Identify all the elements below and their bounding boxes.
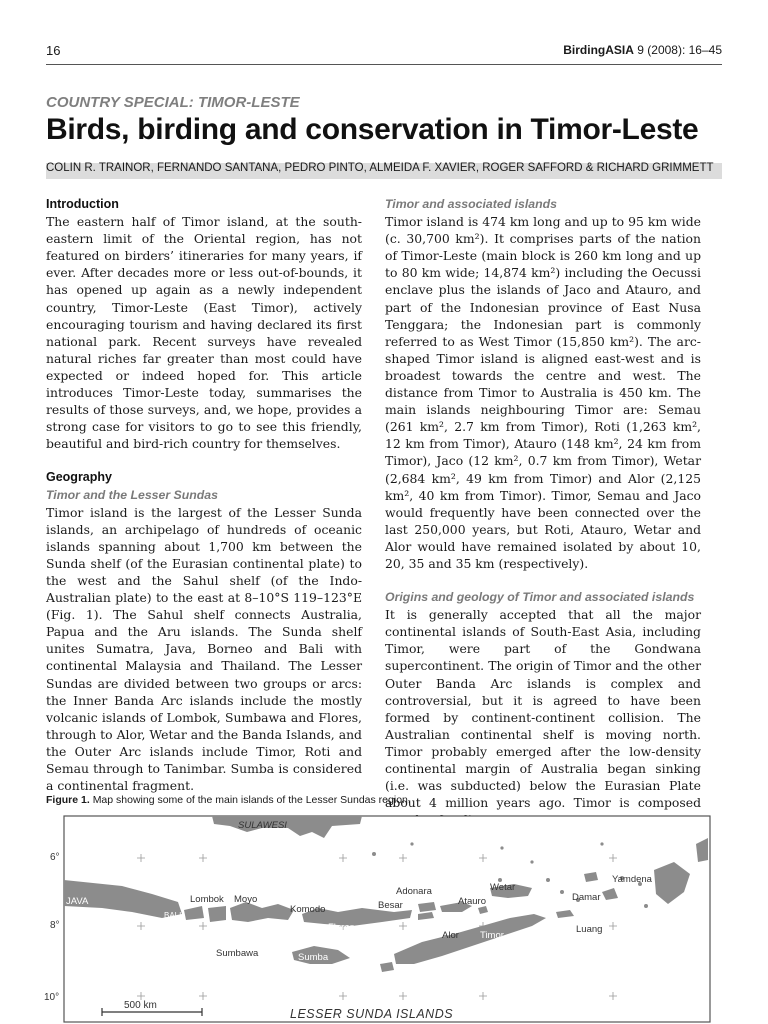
figure-caption-text: Map showing some of the main islands of the Lesser Sundas region. (92, 794, 411, 806)
atauro-label: Atauro (458, 896, 486, 907)
yamdena-label: Yamdena (612, 874, 652, 885)
map-title: LESSER SUNDA ISLANDS (290, 1007, 454, 1021)
luang-label: Luang (576, 924, 603, 935)
wetar-label: Wetar (490, 882, 516, 893)
geography-heading: Geography (46, 470, 112, 485)
komodo-label: Komodo (290, 904, 326, 915)
damar-label: Damar (572, 892, 601, 903)
sumbawa-label: Sumbawa (216, 948, 259, 959)
timor-islands-subheading: Timor and associated islands (385, 197, 557, 211)
lombok-label: Lombok (190, 894, 224, 905)
sulawesi-label: SULAWESI (238, 820, 287, 831)
figure-caption (46, 794, 411, 806)
origins-geology-subheading: Origins and geology of Timor and associated islands (385, 590, 695, 605)
author-list: COLIN R. TRAINOR, FERNANDO SANTANA, PEDRO PINTO, ALMEIDA F. XAVIER, ROGER SAFFORD & RICHARD GRIMMETT (46, 162, 714, 174)
page-number: 16 (46, 43, 61, 58)
lesser-sundas-map (44, 814, 712, 1024)
lat-label-8: 8° (50, 920, 60, 931)
left-column (46, 196, 362, 794)
timor-islands-paragraph: Timor island is 474 km long and up to 95 km wide (c. 30,700 km²). It comprises parts of the nation of Timor-Leste (main block is 260 km long and up to 80 km wide; 14,874 km²) including the Oecussi enclave plus the islands of Jaco and Atauro, and part of the Indonesian province of East Nusa Tenggara; the Indonesian part is commonly referred to as West Timor (15,850 km²). The arc-shaped Timor island is aligned east-west and is broadest towards the centre and west. The distance from Timor to Australia is 450 km. The main islands neighbouring Timor are: Semau (261 km², 2.7 km from Timor), Roti (1,263 km², 12 km from Timor), Atauro (148 km², 24 km from Timor), Jaco (12 km², 0.7 km from Timor), Wetar (2,684 km², 49 km from Timor) and Alor (2,125 km², 40 km from Timor). Timor, Semau and Jaco would frequently have been connected over the last 250,000 years, but Roti, Atauro, Wetar and Alor would have remained isolated by about 10, 20, 35 and 35 km (respectively). (385, 214, 701, 571)
lat-label-10: 10° (44, 992, 60, 1003)
lat-label-6: 6° (50, 852, 60, 863)
journal-citation (563, 43, 722, 57)
alor-label: Alor (442, 930, 459, 941)
java-label: JAVA (66, 896, 89, 907)
section-kicker: COUNTRY SPECIAL: TIMOR-LESTE (46, 94, 300, 111)
article-title: Birds, birding and conservation in Timor-Leste (46, 113, 699, 146)
scale-label: 500 km (124, 1000, 157, 1011)
journal-issue: 9 (2008): 16–45 (637, 43, 722, 57)
lombok-land (208, 906, 226, 922)
sumba-label: Sumba (298, 952, 329, 963)
lesser-sundas-subheading: Timor and the Lesser Sundas (46, 487, 218, 502)
origins-geology-paragraph: It is generally accepted that all the major continental islands of South-East Asia, including Timor, were part of the Gondwana supercontinent. The origin of Timor and the other Outer Banda Arc islands is complex and controversial, but it is agreed to have been formed by continent-continent collision. The Australian continental shelf is moving north. Timor probably emerged after the low-density continental margin of Australia began sinking (i.e. was subducted) below the Eurasian Plate about 4 million years ago. Timor is composed (385, 607, 701, 811)
geography-paragraph: Timor island is the largest of the Lesser Sunda islands, an archipelago of hundreds of oceanic islands spanning about 1,700 km between the Sunda shelf (of the Eurasian continental plate) to the west and the Sahul shelf (of the Indo-Australian plate) to the east at 8–10°S 119–123°E (Fig. 1). The Sahul shelf connects Australia, Papua and the Aru islands. The Sunda shelf unites Sumatra, Java, Borneo and Bali with continental Malaysia and Thailand. The Lesser Sundas are divided between two groups or arcs: the Inner Banda Arc islands include the mostly volcanic islands of Lombok, Sumbawa and Flores, through to Alor, Wetar and the Banda Islands, and the Outer Arc islands include Timor, Roti and Semau through to Tanimbar. Sumba is considered a continental fragment. (46, 504, 362, 794)
journal-name: BirdingASIA (563, 43, 634, 57)
introduction-heading: Introduction (46, 197, 119, 211)
moyo-label: Moyo (234, 894, 258, 905)
flores-label: Flores (328, 922, 355, 933)
bali-label: BALI (164, 911, 182, 920)
introduction-paragraph: The eastern half of Timor island, at the south-eastern limit of the Oriental region, has not featured on birders’ itineraries for many years, if ever. After decades more or less out-of-bounds, it has opened up again as a newly independent country, Timor-Leste (East Timor), actively encouraging tourism and having declared its first national park. Recent surveys have revealed natural riches far greater than most could have expected or indeed hoped for. This article introduces Timor-Leste today, summarises the results of those surveys, and, we hope, provides a strong case for visitors to go to see this friendly, beautiful and bird-rich country for themselves. (46, 214, 362, 452)
timor-label: Timor (480, 930, 504, 941)
figure-label: Figure 1. (46, 794, 90, 806)
header-rule (46, 64, 722, 65)
besar-label: Besar (378, 900, 403, 911)
adonara-label: Adonara (396, 886, 432, 897)
right-column (385, 196, 701, 828)
